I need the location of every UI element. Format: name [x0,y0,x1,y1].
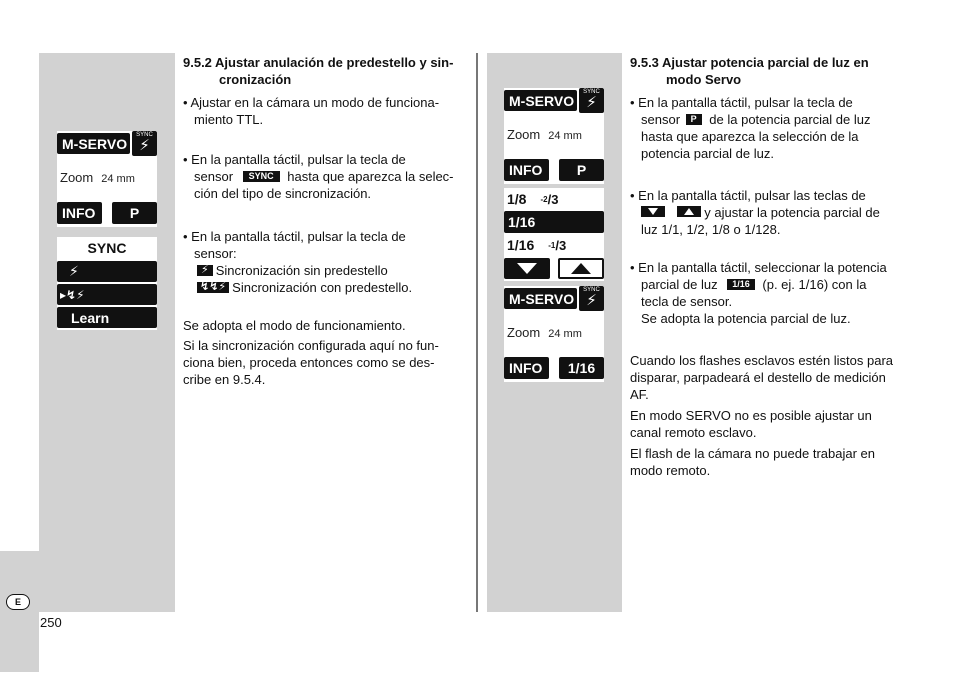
p-button-r1[interactable]: P [559,159,604,181]
s2-bullet3-l2-rest: (p. ej. 1/16) con la [762,277,867,292]
zoom-value-r1: 24 mm [548,130,582,142]
s1-para1: Se adopta el modo de funcionamiento. [183,318,406,333]
down-key-icon [641,206,665,217]
s2-sensor-word: sensor [641,112,681,127]
p-key-icon: P [686,114,702,125]
s1-option2-text: Sincronización con predestello. [232,280,413,295]
s2-bullet1-l1: • En la pantalla táctil, pulsar la tecla de [630,95,853,110]
s2-para3-l1: El flash de la cámara no puede trabajar en [630,446,875,461]
language-marker: E [6,594,30,610]
sync-flash-icon [132,131,157,156]
power-option-1-16-minus[interactable] [507,234,566,256]
s2-bullet2-l3: luz 1/1, 1/2, 1/8 o 1/128. [641,222,781,237]
s2-bullet2-l2-rest: y ajustar la potencia parcial de [704,205,880,220]
power-option-1-16-minus-sup: -1 [548,240,556,250]
s2-para1-l1: Cuando los flashes esclavos estén listos para [630,353,894,368]
s2-para3-l2: modo remoto. [630,463,711,478]
up-arrow-button[interactable] [558,258,604,279]
sync-option-no-preflash[interactable]: ⚡ [57,261,157,282]
s2-bullet1-l2-rest: de la potencia parcial de luz [709,112,871,127]
p-button[interactable]: P [112,202,157,224]
sync-option-preflash[interactable]: ▸↯⚡ [57,284,157,305]
s1-option2 [197,279,412,296]
s2-bullet1-l3: hasta que aparezca la selección de la [641,129,859,144]
s2-bullet3-l3: tecla de sensor. [641,294,733,309]
language-tab [0,551,39,672]
sync-key-icon: SYNC [243,171,280,182]
s1-option1-text: Sincronización sin predestello [215,263,388,278]
learn-option[interactable]: Learn [57,307,157,328]
s1-bullet2-l2 [194,168,454,185]
down-arrow-icon [504,258,550,279]
power-option-1-8-sup: -2 [540,194,548,204]
flash-icon-r2: ⚡ [586,292,597,309]
section-9-5-2-title: 9.5.2 Ajustar anulación de predestello y sin- [183,55,454,70]
s1-para2-l1: Si la sincronización configurada aquí no fun- [183,338,439,353]
s2-bullet1-l2 [641,111,870,128]
up-arrow-icon [560,260,602,277]
sync-menu-title: SYNC [87,240,127,256]
section-9-5-3-title: 9.5.3 Ajustar potencia parcial de luz en [630,55,869,70]
s2-bullet1-l4: potencia parcial de luz. [641,146,774,161]
s1-bullet2-l2-rest: hasta que aparezca la selec- [287,169,454,184]
s1-bullet3-l2: sensor: [194,246,237,261]
s1-bullet2-l3: ción del tipo de sincronización. [194,186,372,201]
power-option-1-8[interactable] [507,188,558,210]
s2-bullet2-l2 [641,204,880,221]
zoom-readout [60,170,135,185]
sync-tag: SYNC [136,132,153,138]
s2-bullet3-l1: • En la pantalla táctil, seleccionar la potencia [630,260,887,275]
flash-icon-r1: ⚡ [586,94,597,111]
m-servo-label-r1: M-SERVO [504,90,577,111]
info-button-r2[interactable]: INFO [504,357,549,379]
m-servo-label-r2: M-SERVO [504,288,577,309]
zoom-readout-r2 [507,325,582,340]
s2-bullet3-l2-start: parcial de luz [641,277,718,292]
zoom-label-r1: Zoom [507,127,541,142]
sync-tag-r1: SYNC [583,89,600,95]
sync-flash-icon-r1 [579,88,604,113]
flash-no-preflash-icon: ⚡ [197,265,213,276]
down-arrow-button[interactable] [504,258,550,279]
column-divider [476,53,478,612]
flash-preflash-icon: ↯↯⚡ [197,282,229,293]
info-button[interactable]: INFO [57,202,102,224]
zoom-label: Zoom [60,170,94,185]
power-option-1-16-selected[interactable]: 1/16 [504,211,604,233]
s1-para2-l2: ciona bien, proceda entonces como se des- [183,355,435,370]
s1-bullet3-l1: • En la pantalla táctil, pulsar la tecla de [183,229,406,244]
s2-bullet2-l1: • En la pantalla táctil, pulsar las teclas de [630,188,866,203]
up-key-icon [677,206,701,217]
s1-bullet2-l1: • En la pantalla táctil, pulsar la tecla de [183,152,406,167]
power-1-16-key-icon: 1/16 [727,279,755,290]
zoom-readout-r1 [507,127,582,142]
zoom-label-r2: Zoom [507,325,541,340]
s2-bullet3-l4: Se adopta la potencia parcial de luz. [641,311,851,326]
power-option-1-16-minus-value: 1/16 [507,237,535,253]
sync-flash-icon-r2 [579,286,604,311]
power-value-button[interactable]: 1/16 [559,357,604,379]
s2-para1-l3: AF. [630,387,649,402]
s1-bullet1-l1: • Ajustar en la cámara un modo de funciona- [183,95,440,110]
zoom-value: 24 mm [101,173,135,185]
section-9-5-2-title-cont: cronización [219,72,292,87]
flash-icon: ⚡ [139,137,150,154]
page-number: 250 [40,615,62,630]
power-option-1-16-minus-frac: /3 [555,237,567,253]
s2-bullet3-l2 [641,276,866,293]
power-option-1-8-value: 1/8 [507,191,527,207]
section-9-5-3-title-cont: modo Servo [666,72,742,87]
s1-bullet1-l2: miento TTL. [194,112,264,127]
s2-para2-l1: En modo SERVO no es posible ajustar un [630,408,872,423]
s1-para2-l3: cribe en 9.5.4. [183,372,266,387]
m-servo-label: M-SERVO [57,133,130,154]
sync-tag-r2: SYNC [583,287,600,293]
s2-para2-l2: canal remoto esclavo. [630,425,757,440]
info-button-r1[interactable]: INFO [504,159,549,181]
s2-para1-l2: disparar, parpadeará el destello de medición [630,370,886,385]
power-option-1-8-frac: /3 [547,191,559,207]
zoom-value-r2: 24 mm [548,328,582,340]
s1-option1 [197,262,388,279]
s1-sensor-word: sensor [194,169,234,184]
